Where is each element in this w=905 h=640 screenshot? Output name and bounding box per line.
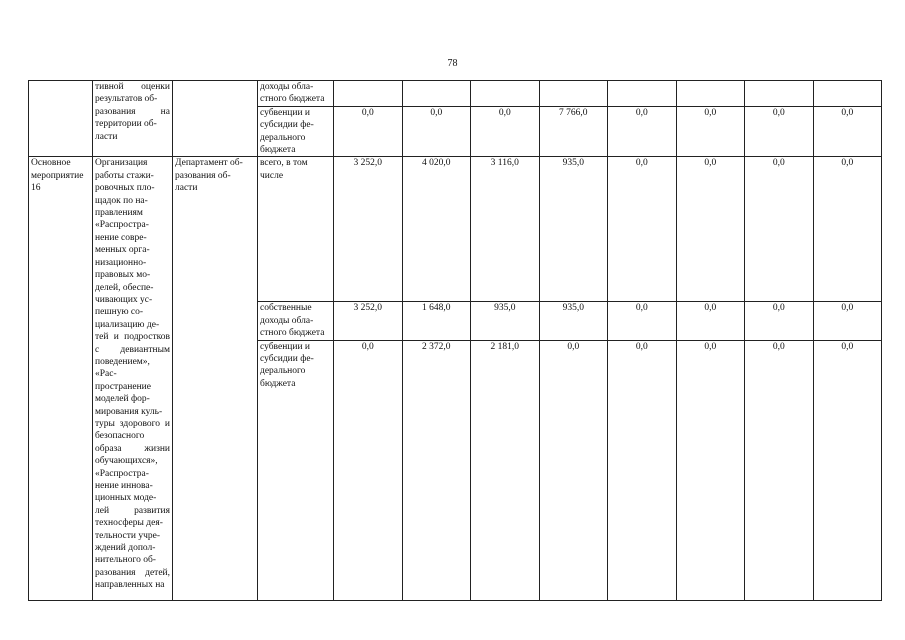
value-cell: 2 181,0 (471, 340, 540, 600)
value-cell: 0,0 (334, 340, 403, 600)
value-cell: 0,0 (676, 157, 745, 302)
page-number: 78 (447, 58, 458, 69)
funding-source-cell: субвенции и субсидии фе- дерального бюджета (258, 340, 334, 600)
activity-description-cell: Организация работы стажи- ровочных пло- щадок по на- правлениям «Распростра- нение совре- менных орга- низационно- правовых мо- делей, обеспе- чивающих ус- пешную со- циализацию де- тей и подростков с девиантным поведением», «Рас- пространение моделей фор- мирования куль- туры здорового и безопасного образа жизни обучающихся», «Распростра- нение иннова- ционных моде- лей развития техносферы дея- тельности учре- ждений допол- нительного об- разования детей, направленных на (93, 157, 173, 600)
value-cell: 1 648,0 (402, 302, 471, 340)
funding-source-cell: доходы обла- стного бюджета (258, 81, 334, 107)
value-cell: 935,0 (539, 157, 608, 302)
value-cell: 0,0 (745, 106, 814, 157)
table-row (29, 157, 882, 302)
value-cell: 0,0 (813, 340, 882, 600)
executor-cell (173, 81, 258, 157)
value-cell: 0,0 (676, 340, 745, 600)
value-cell: 0,0 (608, 157, 677, 302)
value-cell: 0,0 (813, 106, 882, 157)
value-cell: 3 252,0 (334, 157, 403, 302)
value-cell: 935,0 (539, 302, 608, 340)
funding-source-cell: всего, в том числе (258, 157, 334, 302)
value-cell: 0,0 (402, 106, 471, 157)
value-cell: 0,0 (745, 340, 814, 600)
value-cell: 4 020,0 (402, 157, 471, 302)
activity-name-cell (29, 81, 93, 157)
budget-table (28, 80, 882, 601)
activity-description-cell: тивной оценки результатов об- разования на территории об- ласти (93, 81, 173, 157)
funding-source-cell: субвенции и субсидии фе- дерального бюджета (258, 106, 334, 157)
activity-name-cell: Основное мероприятие 16 (29, 157, 93, 600)
table-row (29, 81, 882, 107)
value-cell: 0,0 (676, 302, 745, 340)
value-cell: 0,0 (539, 340, 608, 600)
value-cell: 0,0 (608, 340, 677, 600)
value-cell: 0,0 (471, 106, 540, 157)
executor-cell: Департамент об- разования об- ласти (173, 157, 258, 600)
value-cell: 0,0 (745, 302, 814, 340)
value-cell: 7 766,0 (539, 106, 608, 157)
value-cell: 935,0 (471, 302, 540, 340)
value-cell: 0,0 (334, 106, 403, 157)
value-cell: 0,0 (813, 302, 882, 340)
value-cell: 3 252,0 (334, 302, 403, 340)
value-cell: 0,0 (745, 157, 814, 302)
value-cell: 0,0 (813, 157, 882, 302)
value-cell: 2 372,0 (402, 340, 471, 600)
value-cell: 0,0 (608, 302, 677, 340)
value-cell: 0,0 (608, 106, 677, 157)
value-cell: 0,0 (676, 106, 745, 157)
funding-source-cell: собственные доходы обла- стного бюджета (258, 302, 334, 340)
value-cell: 3 116,0 (471, 157, 540, 302)
